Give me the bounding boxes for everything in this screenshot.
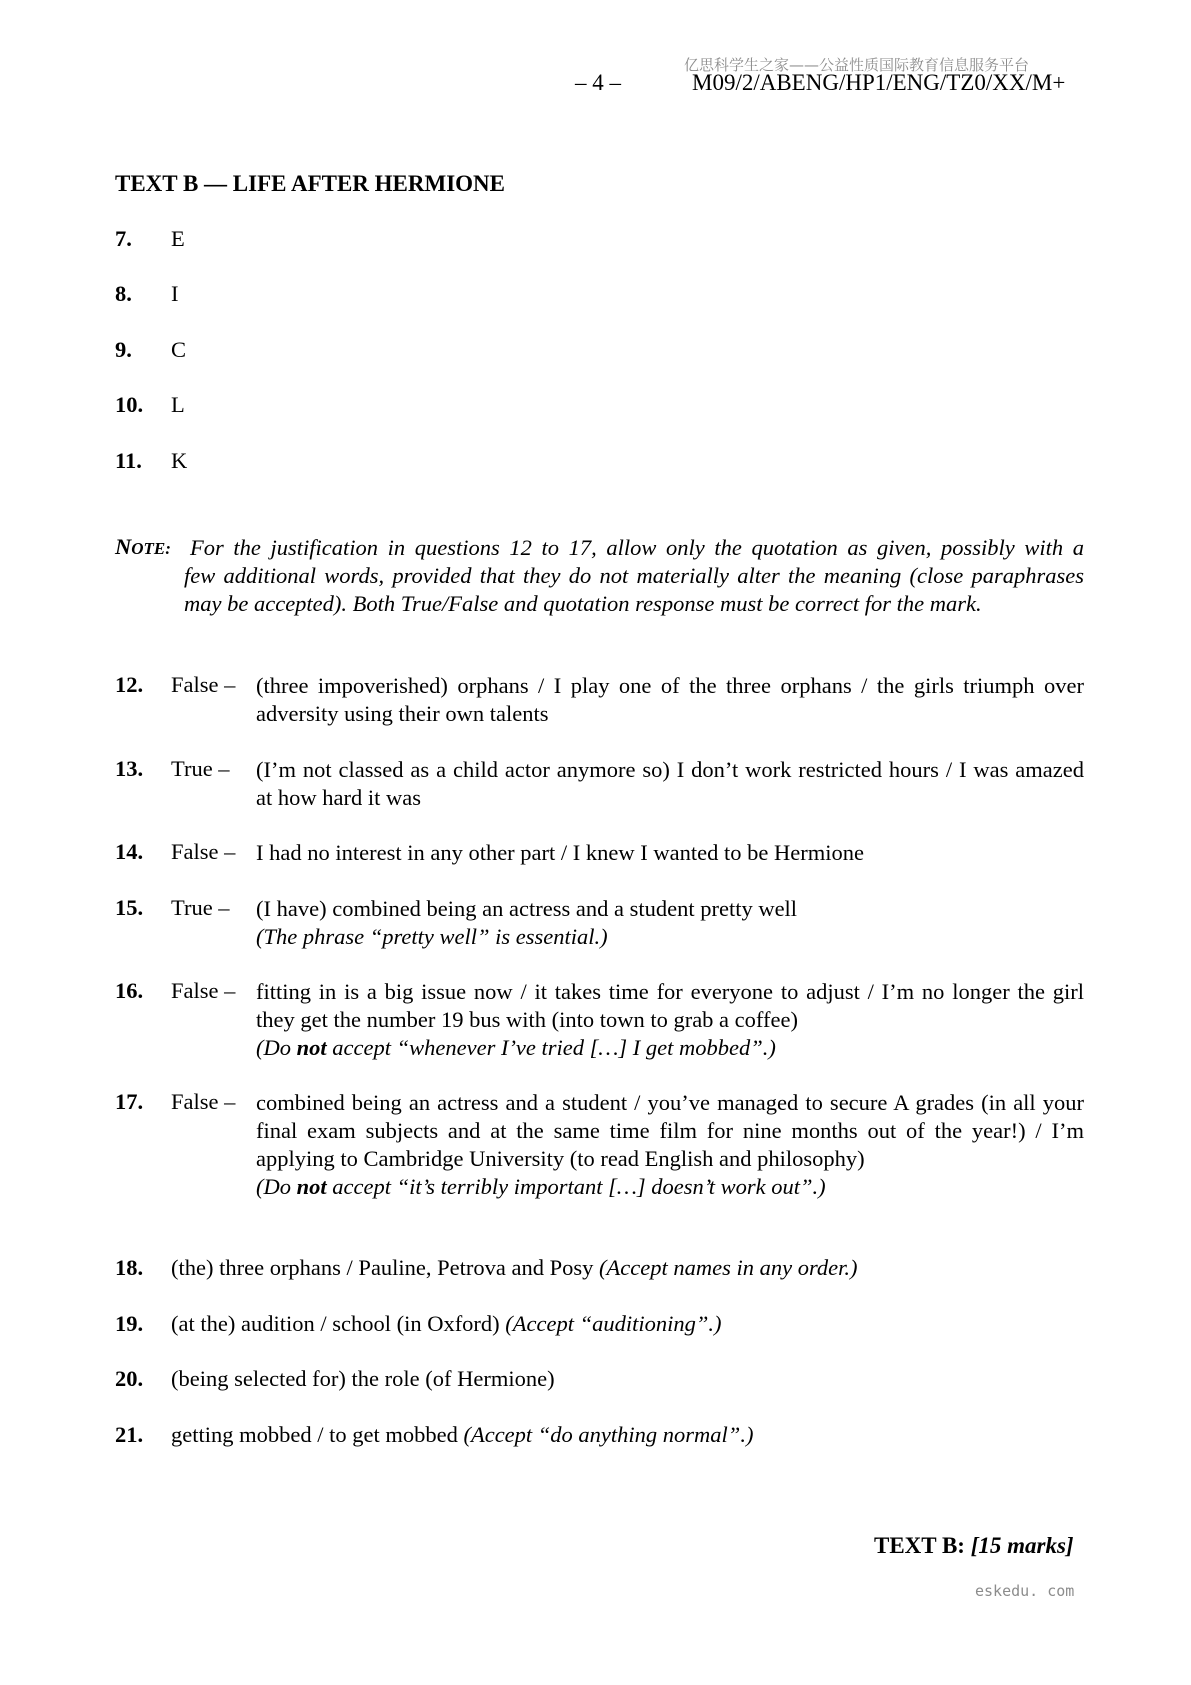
answer-text	[256, 672, 1084, 728]
question-number: 16.	[115, 978, 144, 1003]
watermark-footer: eskedu. com	[975, 1582, 1075, 1600]
answer-text	[256, 978, 1084, 1062]
note-first-line: For the justification in questions 12 to 17, allow only the quotation as given, possibly with a	[190, 535, 1084, 560]
answer-label: False –	[171, 978, 236, 1003]
note-label-initial: N	[115, 534, 132, 559]
justification-text: fitting in is a big issue now / it takes time for everyone to adjust / I’m no longer the girl they get the number 19 bus with (into town to grab a coffee)	[256, 979, 1084, 1032]
answer-text	[171, 1422, 1084, 1448]
note-emphasis: not	[296, 1174, 327, 1199]
answer-main: (the) three orphans / Pauline, Petrova and Posy	[171, 1255, 600, 1280]
justification-text: (I have) combined being an actress and a student pretty well	[256, 896, 798, 921]
marking-note	[256, 1034, 1084, 1062]
note-part: accept “it’s terribly important […] doesn’t work out”.)	[326, 1174, 826, 1199]
answer-letter: K	[171, 448, 188, 473]
marking-note: (The phrase “pretty well” is essential.)	[256, 924, 608, 949]
answer-text	[256, 1089, 1084, 1201]
answer-text	[171, 1255, 1084, 1281]
note-part: (Do	[256, 1035, 297, 1060]
answer-letter: E	[171, 226, 185, 251]
question-number: 19.	[115, 1311, 144, 1336]
marking-note	[256, 1173, 1084, 1201]
answer-text	[256, 839, 1084, 867]
justification-text: (three impoverished) orphans / I play one of the three orphans / the girls triumph over adversity using their own talents	[256, 673, 1084, 726]
marking-note: (Accept names in any order.)	[599, 1255, 858, 1280]
answer-text	[256, 895, 1084, 951]
note-part: (Do	[256, 1174, 297, 1199]
question-number: 13.	[115, 756, 144, 781]
total-marks: [15 marks]	[970, 1533, 1074, 1558]
note-text	[184, 534, 1084, 618]
note-continuation: few additional words, provided that they do not materially alter the meaning (close paraphrases may be accepted). Both True/False and quotation response must be correct for the mark.	[184, 563, 1084, 616]
answer-main: (being selected for) the role (of Hermione)	[171, 1366, 555, 1391]
answer-letter: L	[171, 392, 185, 417]
answer-label: False –	[171, 672, 236, 697]
justification-text: combined being an actress and a student / you’ve managed to secure A grades (in all your final exam subjects and at the same time film for nine months out of the year!) / I’m applying to Cambridge University (to read English and philosophy)	[256, 1090, 1084, 1171]
total-label: TEXT B:	[874, 1533, 965, 1558]
page-number: – 4 –	[575, 70, 621, 95]
question-number: 17.	[115, 1089, 144, 1114]
question-number: 20.	[115, 1366, 144, 1391]
answer-label: False –	[171, 839, 236, 864]
answer-letter: C	[171, 337, 187, 362]
answer-main: getting mobbed / to get mobbed	[171, 1422, 464, 1447]
document-code: M09/2/ABENG/HP1/ENG/TZ0/XX/M+	[692, 70, 1066, 95]
marking-note: (Accept “do anything normal”.)	[463, 1422, 754, 1447]
note-part: accept “whenever I’ve tried […] I get mobbed”.)	[326, 1035, 776, 1060]
question-number: 7.	[115, 226, 132, 251]
note-label-rest: OTE:	[131, 539, 171, 558]
watermark-header: 亿思科学生之家——公益性质国际教育信息服务平台	[684, 56, 1030, 74]
question-number: 18.	[115, 1255, 144, 1280]
section-title: TEXT B — LIFE AFTER HERMIONE	[115, 171, 506, 196]
answer-text	[171, 1366, 1084, 1392]
question-number: 10.	[115, 392, 144, 417]
answer-letter: I	[171, 281, 179, 306]
question-number: 15.	[115, 895, 144, 920]
question-number: 14.	[115, 839, 144, 864]
justification-text: I had no interest in any other part / I knew I wanted to be Hermione	[256, 840, 864, 865]
answer-label: True –	[171, 895, 230, 920]
question-number: 12.	[115, 672, 144, 697]
question-number: 11.	[115, 448, 142, 473]
marking-note: (Accept “auditioning”.)	[505, 1311, 722, 1336]
section-total-marks	[874, 1533, 1074, 1559]
note-label	[115, 534, 171, 560]
answer-label: False –	[171, 1089, 236, 1114]
question-number: 21.	[115, 1422, 144, 1447]
question-number: 8.	[115, 281, 132, 306]
note-emphasis: not	[296, 1035, 327, 1060]
question-number: 9.	[115, 337, 132, 362]
answer-main: (at the) audition / school (in Oxford)	[171, 1311, 506, 1336]
answer-text	[256, 756, 1084, 812]
justification-text: (I’m not classed as a child actor anymore so) I don’t work restricted hours / I was amazed at how hard it was	[256, 757, 1084, 810]
answer-label: True –	[171, 756, 230, 781]
answer-text	[171, 1311, 1084, 1337]
